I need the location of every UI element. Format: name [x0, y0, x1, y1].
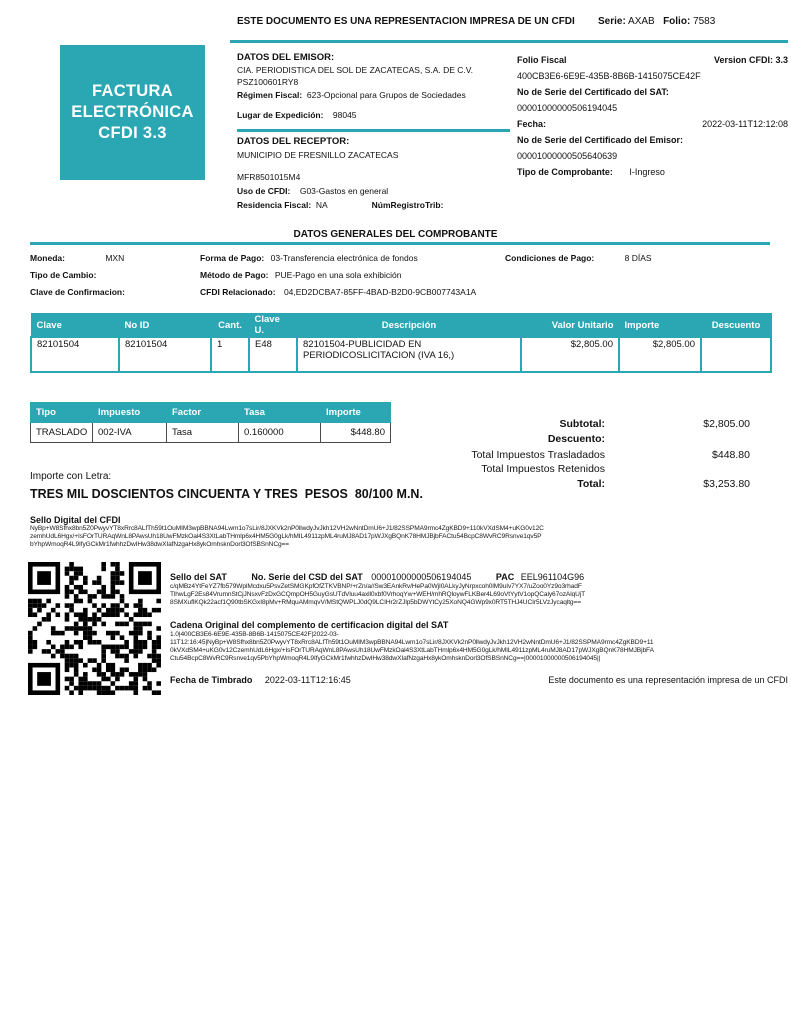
tax-table-row — [31, 423, 391, 443]
receptor-name: MUNICIPIO DE FRESNILLO ZACATECAS — [237, 150, 399, 160]
timbrado-row — [170, 675, 351, 685]
cadena-line3: 0kVXdSM4+uKG0v12CzemhUdL6Hgx/+IsFOrTURAqWnL8PAwsUh18UwFMzkOal4S3XtLabTHmlp6x4HM5G0gLk/hMIL4911zpML4ruMJ8AD17pWJXgBQnK78HMJBjbFA — [170, 647, 654, 654]
importe-letra-label: Importe con Letra: — [30, 471, 112, 482]
total-label: Total: — [577, 478, 605, 490]
emisor-name: CIA. PERIODISTICA DEL SOL DE ZACATECAS, S.A. DE C.V. — [237, 65, 474, 75]
csd-sat-label: No. Serie del CSD del SAT — [251, 572, 363, 582]
moneda-row — [30, 253, 124, 263]
document-title: ESTE DOCUMENTO ES UNA REPRESENTACION IMPRESA DE UN CFDI — [237, 16, 575, 27]
generales-divider — [30, 242, 770, 245]
sello-sat-header — [170, 572, 584, 582]
subtotal-label: Subtotal: — [559, 418, 605, 430]
cell-clave: 82101504 — [31, 337, 119, 372]
sello-sat-text — [170, 583, 788, 607]
serie-folio-row — [598, 16, 715, 27]
top-divider — [230, 40, 788, 43]
factura-electronica-badge — [60, 45, 205, 180]
cadena-line4: Ctu54BcpC8WvRC9Rsnve1qv5PbYhpWmoqR4L9IfyGCkMr1fwhhzDwIHw38dwXIafNzgaHx8ykOmhsknDorl3OfSBSnNCg==|00001000000506194045|| — [170, 655, 601, 662]
badge-line1: FACTURA — [92, 82, 173, 100]
cadena-original-label: Cadena Original del complemento de certificacion digital del SAT — [170, 620, 449, 630]
badge-line2: ELECTRÓNICA — [71, 103, 194, 121]
folio-fiscal-label: Folio Fiscal — [517, 55, 567, 65]
tax-cell-importe: $448.80 — [321, 423, 391, 443]
tipo-comprobante-value: I-Ingreso — [629, 167, 665, 177]
condiciones-row — [505, 253, 652, 263]
trasladados-value: $448.80 — [712, 449, 750, 461]
condiciones-value: 8 DÍAS — [624, 253, 652, 263]
folio-value: 7583 — [693, 16, 716, 27]
items-table-header — [31, 314, 771, 338]
col-clave: Clave — [31, 314, 119, 338]
fecha-value: 2022-03-11T12:12:08 — [702, 119, 788, 129]
tax-col-importe: Importe — [321, 403, 391, 423]
cfdi-relacionado-value: 04,ED2DCBA7-85FF-4BAD-B2D0-9CB007743A1A — [283, 287, 477, 297]
receptor-rfc: MFR8501015M4 — [237, 172, 301, 182]
lugar-expedicion-label: Lugar de Expedición: — [237, 110, 324, 120]
footer-note: Este documento es una representación impresa de un CFDI — [548, 675, 788, 685]
tax-col-impuesto: Impuesto — [93, 403, 167, 423]
cell-importe: $2,805.00 — [619, 337, 701, 372]
sello-sat-line1: c/qMBz4YtFeYZ7fb579WplMcdxu5PsvZetSMGKpfOfZTKVBNP/+rZn/a//Sw3EAnkRv/HePa0WjI0ALkyJyNrpxcoh0lM9uIv7YX7/uZoo0Yz9o3rhadF — [170, 583, 582, 590]
pac-label: PAC — [495, 572, 515, 582]
cell-no-id: 82101504 — [119, 337, 211, 372]
retenidos-label: Total Impuestos Retenidos — [481, 463, 605, 475]
tax-col-tasa: Tasa — [239, 403, 321, 423]
importe-letra-value: TRES MIL DOSCIENTOS CINCUENTA Y TRES PESOS 80/100 M.N. — [30, 487, 423, 501]
sello-cfdi-text — [30, 525, 770, 549]
serie-emisor-value: 00001000000505640639 — [517, 151, 618, 161]
receptor-section-label: DATOS DEL RECEPTOR: — [237, 136, 350, 147]
items-table — [30, 313, 772, 373]
col-no-id: No ID — [119, 314, 211, 338]
serie-value: AXAB — [628, 16, 655, 27]
serie-sat-label: No de Serie del Certificado del SAT: — [517, 87, 669, 97]
subtotal-value: $2,805.00 — [703, 418, 750, 430]
emisor-receptor-divider — [237, 129, 510, 132]
condiciones-label: Condiciones de Pago: — [505, 253, 595, 263]
metodo-pago-label: Método de Pago: — [200, 270, 269, 280]
col-cant: Cant. — [211, 314, 249, 338]
sello-sat-line3: 8SMXuflKQk22acf1Q90tbSKGxI8pMv+RMquAMmqvV/MStQWPLJ0dQ9LCIHr2rZJlp5bDWYtCy25XoNQ4GWp9x0RT5THJ4UCIr5LVzJycaqltg== — [170, 599, 581, 606]
residencia-row — [237, 200, 443, 210]
regimen-fiscal-value: 623-Opcional para Grupos de Sociedades — [306, 90, 466, 100]
serie-label: Serie: — [598, 16, 626, 27]
cadena-original-text — [170, 631, 788, 663]
uso-cfdi-label: Uso de CFDI: — [237, 186, 291, 196]
timbrado-value: 2022-03-11T12:16:45 — [264, 675, 351, 685]
trasladados-label: Total Impuestos Trasladados — [471, 449, 605, 461]
uso-cfdi-value: G03-Gastos en general — [299, 186, 389, 196]
regimen-fiscal-label: Régimen Fiscal: — [237, 90, 303, 100]
serie-emisor-label: No de Serie del Certificado del Emisor: — [517, 135, 684, 145]
sello-sat-label: Sello del SAT — [170, 572, 227, 582]
tax-col-tipo: Tipo — [31, 403, 93, 423]
moneda-value: MXN — [105, 253, 125, 263]
metodo-pago-row — [200, 270, 402, 280]
lugar-expedicion-value: 98045 — [332, 110, 357, 120]
tipo-comprobante-label: Tipo de Comprobante: — [517, 167, 613, 177]
clave-confirmacion-label: Clave de Confirmacion: — [30, 287, 125, 297]
cfdi-relacionado-row — [200, 287, 476, 297]
tipo-cambio-label: Tipo de Cambio: — [30, 270, 97, 280]
table-row — [31, 337, 771, 372]
emisor-rfc: PSZ100601RY8 — [237, 77, 299, 87]
sello-sat-line2: TlhwLgF2Es84VrumnStCjJNsxvFzDxGCQmpOH5GuyGsUTdVluu4axll0xbf0VrhoqYw+WEH/mhRQloywFLKBer4L69oVtYytV1opQCaly67ozAlqUjT — [170, 591, 586, 598]
num-registro-label: NúmRegistroTrib: — [371, 200, 444, 210]
generales-title: DATOS GENERALES DEL COMPROBANTE — [293, 229, 498, 240]
total-value: $3,253.80 — [703, 478, 750, 490]
fecha-row — [517, 119, 788, 129]
emisor-section-label: DATOS DEL EMISOR: — [237, 52, 335, 63]
pac-value: EEL961104G96 — [520, 572, 585, 582]
sello-cfdi-line3: bYhpWmoqR4L9IfyGCkMr1fwhhzDwIHw38dwXIafNzgaHx8ykOmhsknDorl3OfSBSnNCg== — [30, 541, 290, 548]
cell-descuento — [701, 337, 771, 372]
uso-cfdi-row — [237, 186, 388, 196]
folio-fiscal-row — [517, 55, 788, 65]
col-clave-u: Clave U. — [249, 314, 297, 338]
cell-clave-u: E48 — [249, 337, 297, 372]
col-importe: Importe — [619, 314, 701, 338]
tax-cell-tasa: 0.160000 — [239, 423, 321, 443]
forma-pago-label: Forma de Pago: — [200, 253, 265, 263]
cadena-line1: 1.0|400CB3E6-6E9E-435B-8B6B-1415075CE42F|2022-03- — [170, 631, 339, 638]
badge-text — [71, 81, 193, 144]
descuento-label: Descuento: — [547, 433, 605, 445]
sello-cfdi-line1: NyBp+W8Sfhx8bn5Z0PwyvYT8xRrc8ALfTh59t1OuMIM3wpBBNA94Lwm1o7sLir/8JXKVk2nP0llwdyJvJkh12VH2wNntDmU6+J1/82SSPMA9rmc4ZgKBD9+110kVXdSM4+uKG0v12C — [30, 525, 544, 532]
col-valor-unitario: Valor Unitario — [521, 314, 619, 338]
serie-sat-value: 00001000000506194045 — [517, 103, 618, 113]
forma-pago-value: 03-Transferencia electrónica de fondos — [270, 253, 418, 263]
regimen-fiscal-row — [237, 90, 466, 100]
timbrado-label: Fecha de Timbrado — [170, 675, 253, 685]
version-cfdi-label: Version CFDI: 3.3 — [713, 55, 788, 65]
tax-cell-impuesto: 002-IVA — [93, 423, 167, 443]
residencia-value: NA — [315, 200, 328, 210]
metodo-pago-value: PUE-Pago en una sola exhibición — [274, 270, 402, 280]
qr-code — [28, 562, 161, 695]
fecha-label: Fecha: — [517, 119, 547, 129]
tax-table — [30, 402, 391, 443]
tax-col-factor: Factor — [167, 403, 239, 423]
folio-label: Folio: — [663, 16, 691, 27]
moneda-label: Moneda: — [30, 253, 65, 263]
cell-descripcion: 82101504-PUBLICIDAD EN PERIODICOSLICITACION (IVA 16,) — [297, 337, 521, 372]
csd-sat-value: 00001000000506194045 — [371, 572, 472, 582]
cadena-line2: 11T12:16:45|NyBp+W8Sfhx8bn5Z0PwyvYT8xRrc8ALfTh59t1OuMIM3wpBBNA94Lwm1o7sLir/8JXKVk2nP0llwdyJvJkh12VH2wNntDmU6+J1/82SSPMA9rmc4ZgKBD9+11 — [170, 639, 654, 646]
badge-line3: CFDI 3.3 — [98, 124, 167, 142]
sello-cfdi-label: Sello Digital del CFDI — [30, 515, 121, 525]
col-descripcion: Descripción — [297, 314, 521, 338]
tax-table-header — [31, 403, 391, 423]
lugar-expedicion-row — [237, 110, 357, 120]
col-descuento: Descuento — [701, 314, 771, 338]
tax-cell-tipo: TRASLADO — [31, 423, 93, 443]
tax-cell-factor: Tasa — [167, 423, 239, 443]
residencia-label: Residencia Fiscal: — [237, 200, 312, 210]
cfdi-relacionado-label: CFDI Relacionado: — [200, 287, 276, 297]
cell-valor-unitario: $2,805.00 — [521, 337, 619, 372]
sello-cfdi-line2: zemhUdL6Hgx/+IsFOrTURAqWnL8PAwsUh18UwFMzkOal4S3XtLabTHmlp6x4HM5G0gLk/hMIL4911zpML4ruMJ8AD17pWJXgBQnK78HMJBjbFACtu54BcpC8WvRC9Rsnve1qv5P — [30, 533, 542, 540]
folio-fiscal-value: 400CB3E6-6E9E-435B-8B6B-1415075CE42F — [517, 71, 701, 81]
tipo-comprobante-row — [517, 167, 665, 177]
forma-pago-row — [200, 253, 418, 263]
cell-cant: 1 — [211, 337, 249, 372]
